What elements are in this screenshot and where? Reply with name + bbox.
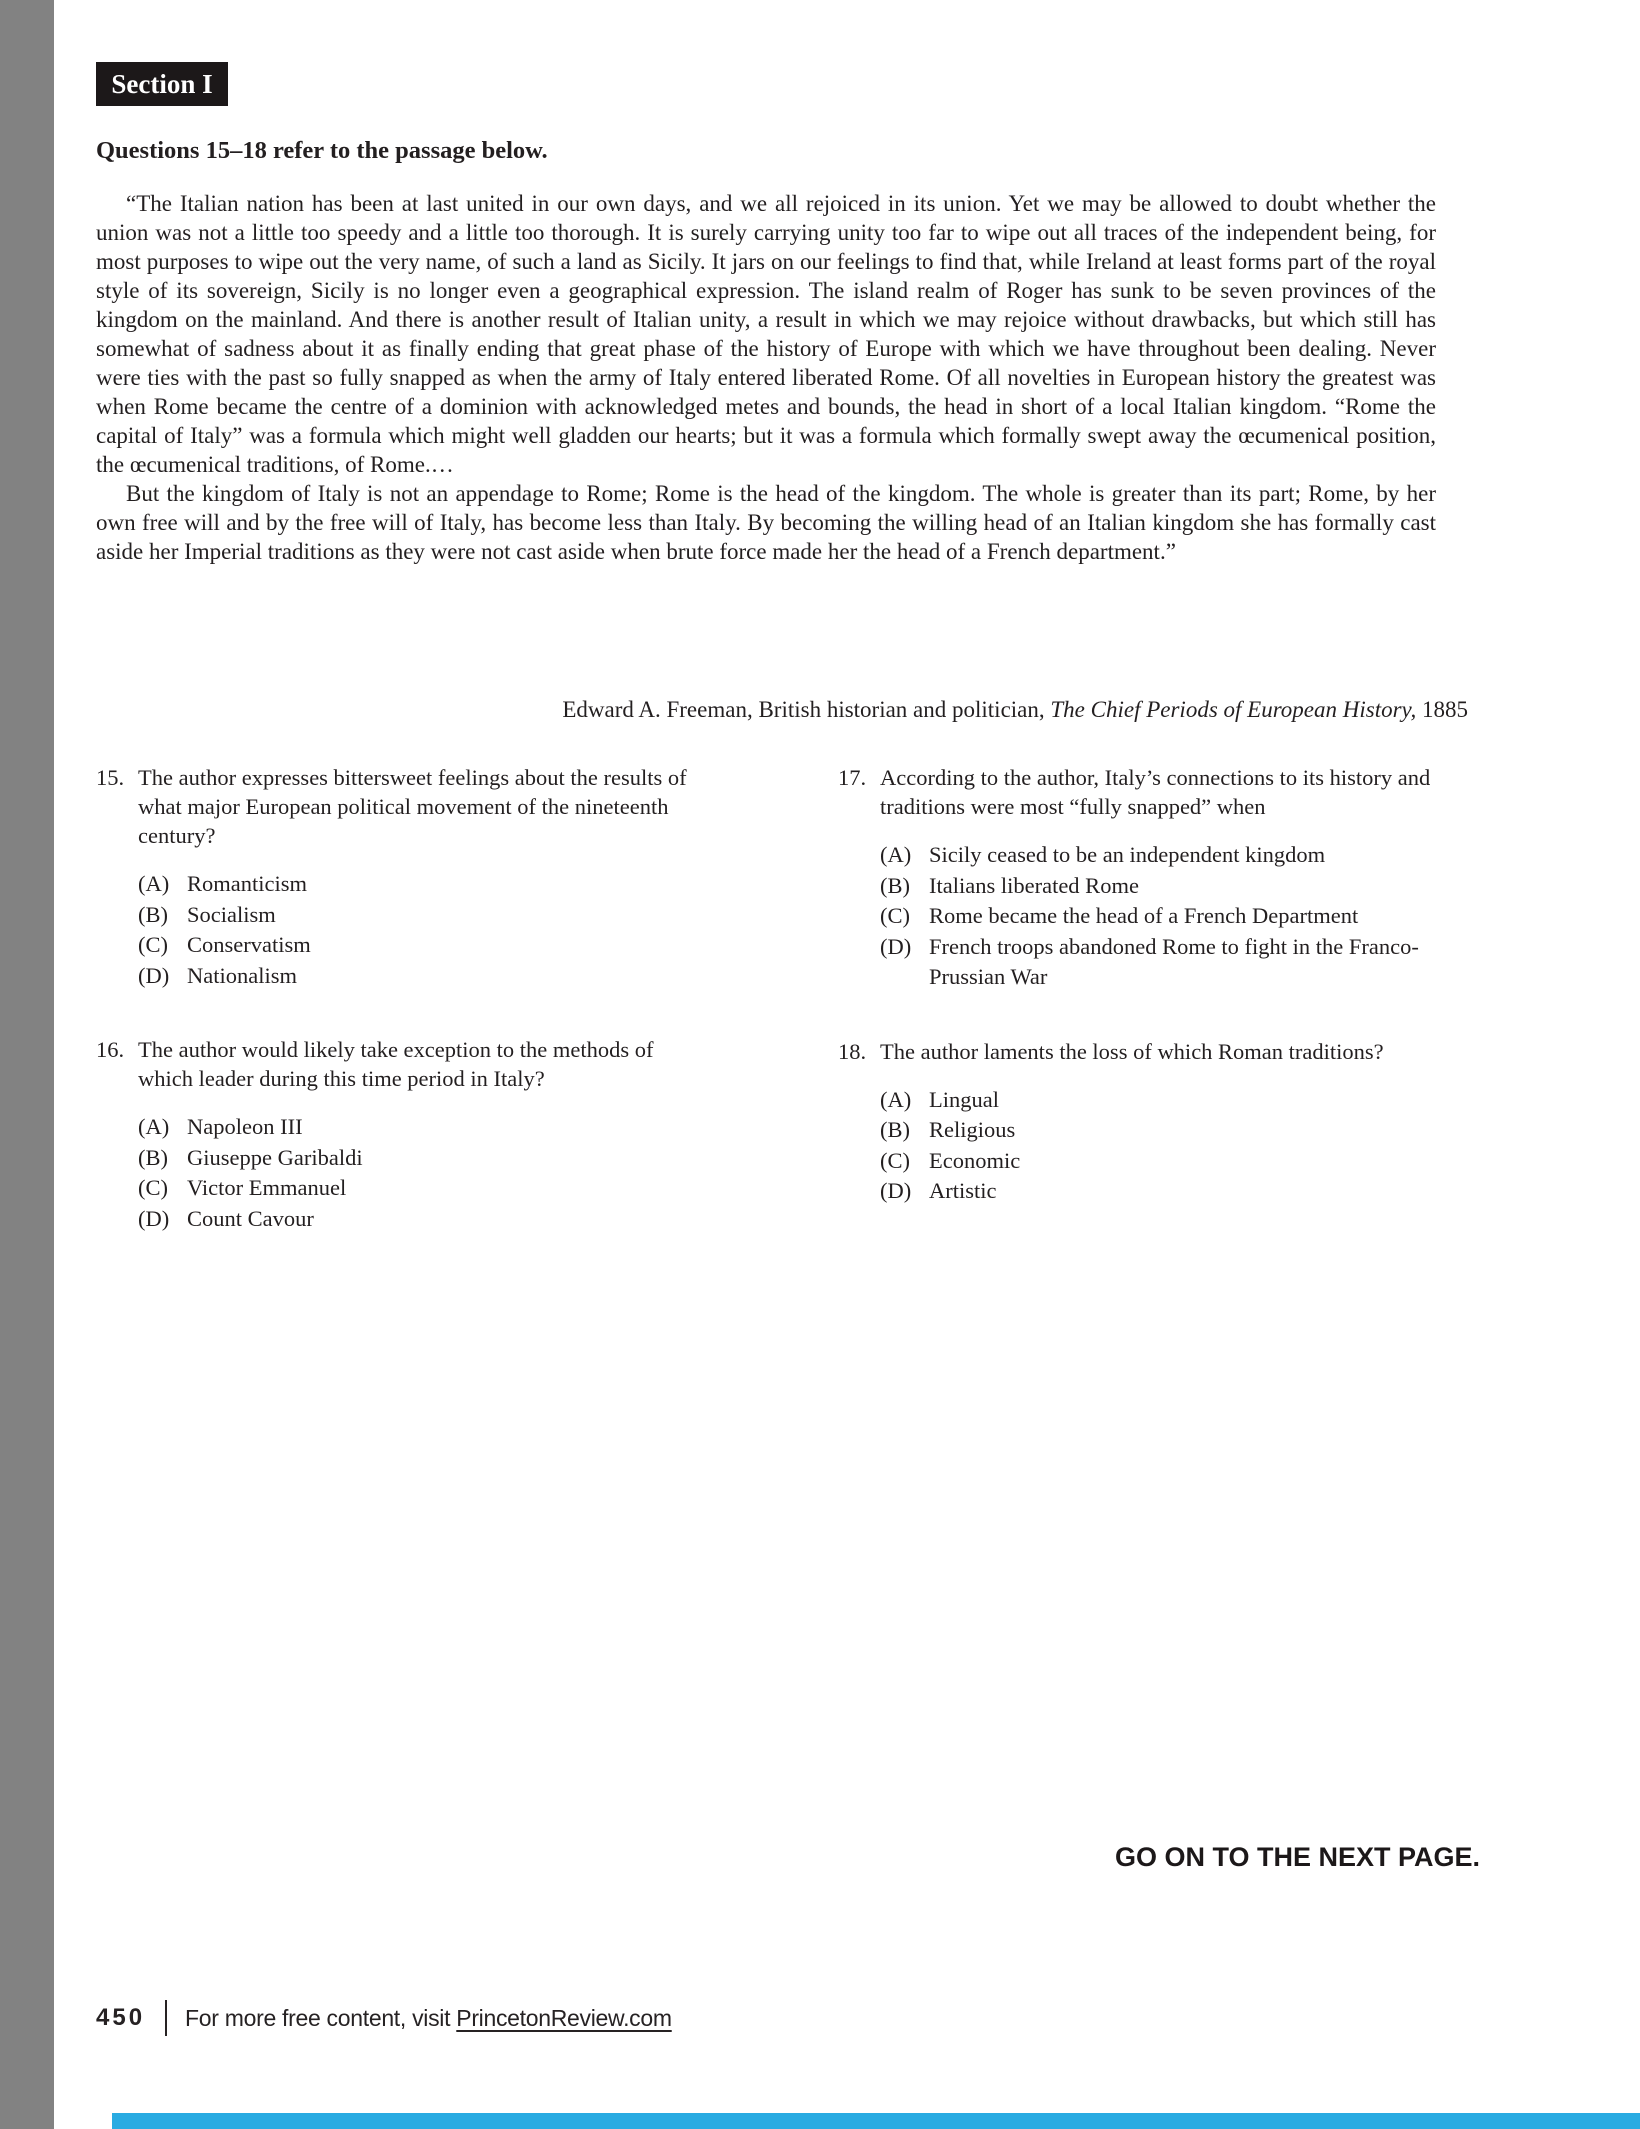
choice-row — [138, 1204, 708, 1235]
page-number: 450 — [96, 2004, 146, 2031]
choice-row — [880, 1176, 1470, 1207]
question-15-choices — [138, 869, 708, 991]
choice-row — [880, 1085, 1470, 1116]
attribution-book-title: The Chief Periods of European History, — [1050, 697, 1417, 722]
section-label: Section I — [111, 68, 213, 99]
footer-divider — [165, 2000, 167, 2036]
choice-text: Giuseppe Garibaldi — [187, 1144, 363, 1170]
question-17-stem: According to the author, Italy’s connections to its history and traditions were most “fully snapped” when — [880, 765, 1431, 819]
choice-letter: (B) — [138, 1144, 168, 1170]
questions-reference-heading: Questions 15–18 refer to the passage below. — [96, 137, 548, 164]
attribution-author: Edward A. Freeman, British historian and politician, — [562, 697, 1051, 722]
choice-letter: (C) — [138, 932, 168, 957]
choice-letter: (A) — [880, 842, 912, 867]
choice-letter: (D) — [138, 962, 170, 988]
choice-letter: (D) — [880, 933, 912, 959]
question-17 — [838, 763, 1470, 993]
questions-column-left — [96, 763, 708, 1234]
choice-row — [138, 1112, 708, 1143]
choice-row — [880, 932, 1470, 993]
choice-letter: (C) — [880, 903, 910, 928]
choice-letter: (D) — [138, 1205, 170, 1231]
choice-letter: (B) — [880, 872, 910, 898]
question-18-number: 18. — [838, 1038, 867, 1064]
choice-text: Artistic — [929, 1178, 997, 1203]
question-18 — [838, 1037, 1470, 1207]
choice-text: Religious — [929, 1117, 1016, 1142]
section-label-box — [96, 62, 228, 106]
question-16-number: 16. — [96, 1037, 125, 1062]
passage-attribution — [96, 697, 1468, 723]
choice-letter: (A) — [880, 1086, 912, 1112]
questions-column-right — [838, 763, 1470, 1207]
choice-row — [138, 930, 708, 961]
choice-letter: (D) — [880, 1178, 912, 1203]
choice-text: Napoleon III — [187, 1114, 303, 1139]
attribution-year: 1885 — [1416, 697, 1468, 722]
choice-text: Victor Emmanuel — [187, 1175, 347, 1200]
choice-text: Lingual — [929, 1086, 999, 1112]
choice-letter: (A) — [138, 871, 170, 896]
choice-row — [138, 961, 708, 992]
choice-row — [880, 901, 1470, 932]
bottom-accent-bar — [112, 2113, 1640, 2129]
page-edge-gray-bar — [0, 0, 54, 2129]
choice-row — [880, 1115, 1470, 1146]
footer-promo-text — [185, 2005, 672, 2032]
choice-letter: (B) — [138, 901, 168, 927]
choice-text: Conservatism — [187, 932, 311, 957]
question-15-stem: The author expresses bittersweet feelings about the results of what major European political movement of the nineteenth century? — [138, 765, 687, 848]
choice-letter: (B) — [880, 1117, 910, 1142]
princeton-review-link[interactable]: PrincetonReview.com — [456, 2004, 672, 2031]
choice-text: Rome became the head of a French Department — [929, 903, 1359, 928]
question-15-number: 15. — [96, 765, 125, 790]
passage-paragraph-1: “The Italian nation has been at last united in our own days, and we all rejoiced in its union. Yet we may be allowed to doubt whether the union was not a little too speedy and a little too thorough. It is surely carrying unity too far to wipe out all traces of the independent being, for most purposes to wipe out the very name, of such a land as Sicily. It jars on our feelings to find that, while Ireland at least forms part of the royal style of its sovereign, Sicily is no longer even a geographical expression. The island realm of Roger has sunk to be seven provinces of the kingdom on the mainland. And there is another result of Italian unity, a result in which we may rejoice without drawbacks, but which still has somewhat of sadness about it as finally ending that great phase of the history of Europe with which we have throughout been dealing. Never were ties with the past so fully snapped as when the army of Italy entered liberated Rome. Of all novelties in European history the greatest was when Rome became the centre of a dominion with acknowledged metes and bounds, the head in short of a local Italian kingdom. “Rome the capital of Italy” was a formula which might well gladden our hearts; but it was a formula which formally swept away the œcumenical position, the œcumenical traditions, of Rome.… — [96, 191, 1436, 477]
choice-text: Economic — [929, 1147, 1021, 1173]
choice-letter: (C) — [880, 1147, 910, 1173]
choice-row — [880, 1146, 1470, 1177]
passage-paragraph-2: But the kingdom of Italy is not an appendage to Rome; Rome is the head of the kingdom. The whole is greater than its part; Rome, by her own free will and by the free will of Italy, has become less than Italy. By becoming the willing head of an Italian kingdom she has formally cast aside her Imperial traditions as they were not cast aside when brute force made her the head of a French department.” — [96, 481, 1436, 564]
question-15 — [96, 763, 708, 991]
question-18-stem: The author laments the loss of which Roman traditions? — [880, 1038, 1384, 1064]
choice-row — [138, 1143, 708, 1174]
choice-text: Sicily ceased to be an independent kingdom — [929, 842, 1326, 867]
choice-text: Romanticism — [187, 871, 307, 896]
reading-passage — [96, 189, 1436, 566]
question-18-choices — [880, 1085, 1470, 1207]
choice-row — [138, 900, 708, 931]
choice-letter: (A) — [138, 1114, 170, 1139]
choice-row — [880, 871, 1470, 902]
choice-text: Nationalism — [187, 962, 297, 988]
question-17-choices — [880, 840, 1470, 993]
choice-row — [138, 1173, 708, 1204]
page-footer — [96, 2000, 672, 2036]
question-16-choices — [138, 1112, 708, 1234]
choice-row — [138, 869, 708, 900]
footer-promo-prefix: For more free content, visit — [185, 2004, 457, 2031]
question-16-stem: The author would likely take exception to the methods of which leader during this time period in Italy? — [138, 1037, 654, 1091]
choice-text: Count Cavour — [187, 1205, 314, 1231]
choice-text: Italians liberated Rome — [929, 872, 1139, 898]
choice-text: Socialism — [187, 901, 276, 927]
question-16 — [96, 1035, 708, 1234]
question-17-number: 17. — [838, 765, 867, 790]
choice-letter: (C) — [138, 1175, 168, 1200]
choice-text: French troops abandoned Rome to fight in the Franco-Prussian War — [929, 933, 1419, 989]
go-on-next-page-notice: GO ON TO THE NEXT PAGE. — [1114, 1842, 1480, 1872]
choice-row — [880, 840, 1470, 871]
